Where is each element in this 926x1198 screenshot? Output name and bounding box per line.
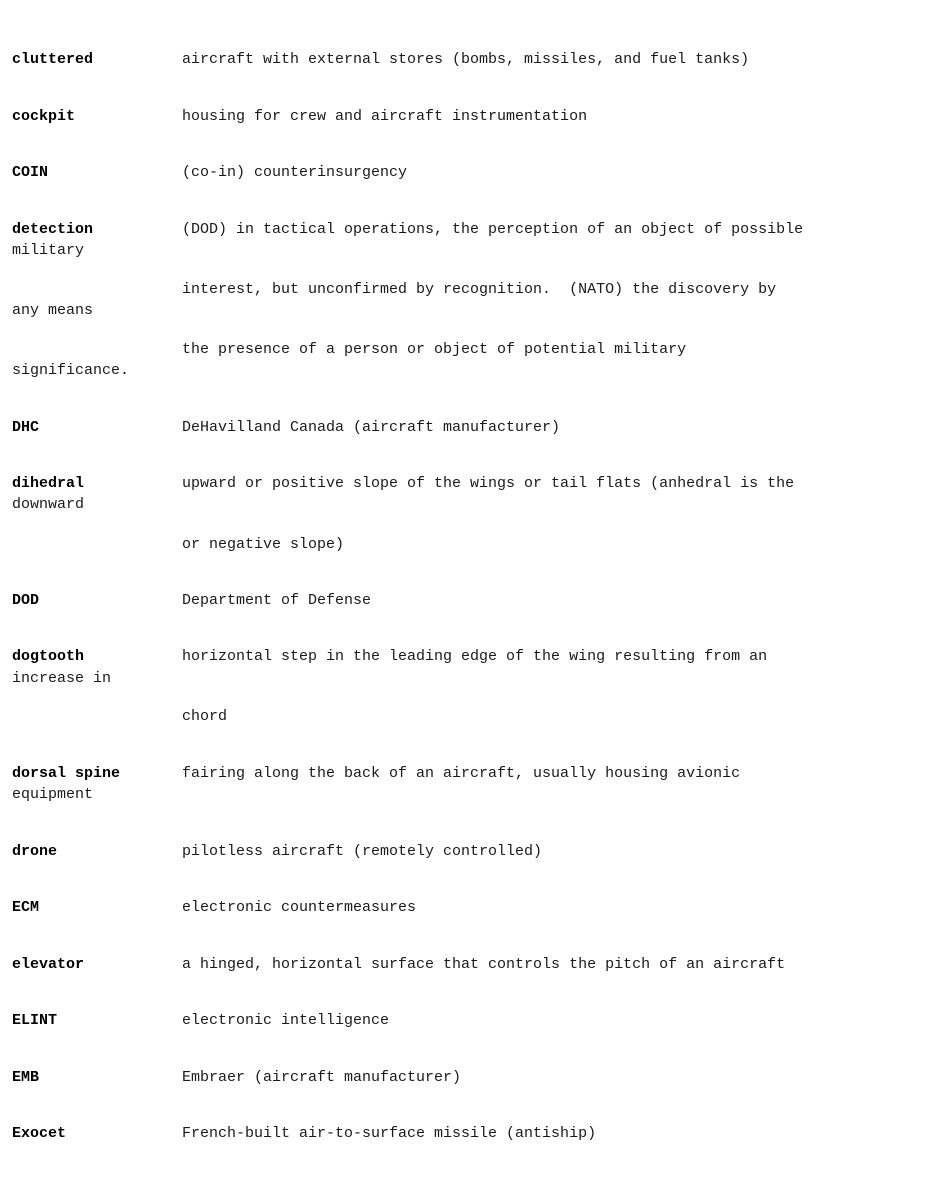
definition-dorsal-spine-wrap1: equipment — [12, 786, 94, 803]
definition-dihedral-line1: upward or positive slope of the wings or tail flats (anhedral is the — [182, 475, 795, 492]
term-cluttered: cluttered — [12, 51, 94, 68]
definition-detection-line3: the presence of a person or object of potential military — [182, 341, 687, 358]
definition-cluttered: aircraft with external stores (bombs, missiles, and fuel tanks) — [182, 51, 750, 68]
definition-dihedral-wrap1: downward — [12, 496, 85, 513]
definition-detection-wrap2: any means — [12, 302, 94, 319]
term-detection: detection — [12, 221, 94, 238]
definition-elevator: a hinged, horizontal surface that controls the pitch of an aircraft — [182, 956, 786, 973]
definition-dihedral-line2: or negative slope) — [182, 536, 345, 553]
definition-detection-line2: interest, but unconfirmed by recognition. (NATO) the discovery by — [182, 281, 777, 298]
term-coin: COIN — [12, 164, 49, 181]
definition-emb: Embraer (aircraft manufacturer) — [182, 1069, 462, 1086]
term-elevator: elevator — [12, 956, 85, 973]
definition-dogtooth-line2: chord — [182, 708, 228, 725]
term-emb: EMB — [12, 1069, 40, 1086]
definition-dogtooth-line1: horizontal step in the leading edge of the wing resulting from an — [182, 648, 768, 665]
term-dod: DOD — [12, 592, 40, 609]
term-drone: drone — [12, 843, 58, 860]
definition-dorsal-spine-line1: fairing along the back of an aircraft, usually housing avionic — [182, 765, 741, 782]
definition-dogtooth-wrap1: increase in — [12, 670, 112, 687]
definition-ecm: electronic countermeasures — [182, 899, 417, 916]
definition-elint: electronic intelligence — [182, 1012, 390, 1029]
definition-coin: (co-in) counterinsurgency — [182, 164, 408, 181]
term-dhc: DHC — [12, 419, 40, 436]
term-cockpit: cockpit — [12, 108, 76, 125]
definition-dod: Department of Defense — [182, 592, 372, 609]
definition-detection-wrap3: significance. — [12, 362, 130, 379]
term-ecm: ECM — [12, 899, 40, 916]
definition-detection-line1: (DOD) in tactical operations, the perception of an object of possible — [182, 221, 804, 238]
definition-cockpit: housing for crew and aircraft instrumentation — [182, 108, 588, 125]
term-exocet: Exocet — [12, 1125, 67, 1142]
definition-detection-wrap1: military — [12, 242, 85, 259]
term-dorsal-spine: dorsal spine — [12, 765, 121, 782]
term-dogtooth: dogtooth — [12, 648, 85, 665]
definition-dhc: DeHavilland Canada (aircraft manufacturer) — [182, 419, 561, 436]
term-dihedral: dihedral — [12, 475, 85, 492]
definition-exocet: French-built air-to-surface missile (antiship) — [182, 1125, 597, 1142]
term-elint: ELINT — [12, 1012, 58, 1029]
definition-drone: pilotless aircraft (remotely controlled) — [182, 843, 543, 860]
